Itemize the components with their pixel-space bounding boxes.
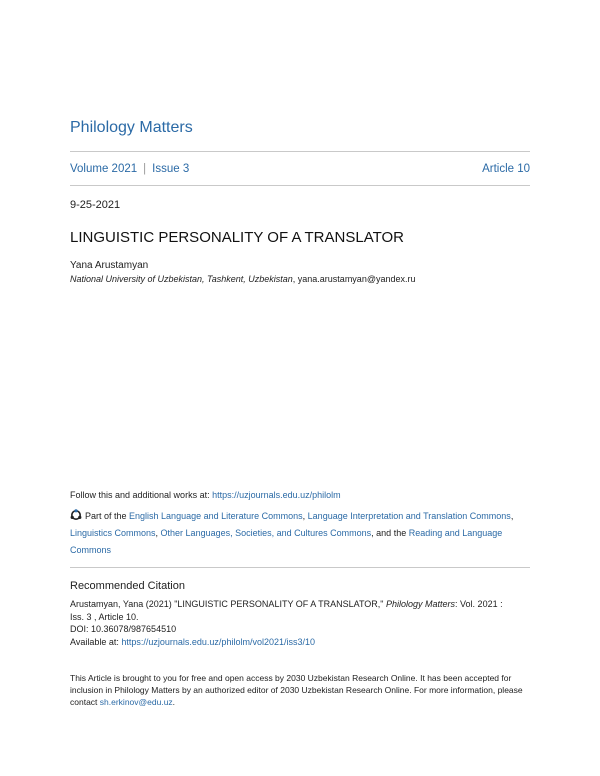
citation-line-2: Iss. 3 , Article 10.: [70, 611, 139, 622]
citation-line-1a: Arustamyan, Yana (2021) "LINGUISTIC PERSONALITY OF A TRANSLATOR,": [70, 599, 387, 609]
commons-link-interpretation[interactable]: Language Interpretation and Translation Commons: [307, 511, 511, 521]
publication-date: 9-25-2021: [70, 199, 121, 211]
citation-journal: Philology Matters: [386, 599, 456, 609]
citation-url-link[interactable]: https://uzjournals.edu.uz/philolm/vol2021/iss3/10: [121, 636, 315, 647]
commons-sep-4: , and the: [371, 528, 409, 538]
follow-line: [70, 490, 341, 500]
volume-issue-line: [70, 163, 189, 175]
author-affiliation: [70, 274, 415, 284]
affiliation-text: National University of Uzbekistan, Tashkent, Uzbekistan: [70, 274, 293, 284]
volume-link[interactable]: Volume 2021: [70, 163, 138, 175]
commons-link-reading[interactable]: Reading and Language Commons: [70, 528, 503, 555]
commons-link-linguistics[interactable]: Linguistics Commons: [70, 528, 156, 538]
article-number-link[interactable]: Article 10: [482, 163, 530, 175]
citation-available: [70, 636, 540, 649]
commons-sep-1: ,: [302, 511, 308, 521]
commons-network-icon: [70, 509, 82, 521]
journal-title[interactable]: Philology Matters: [70, 119, 193, 136]
recommended-citation-heading: Recommended Citation: [70, 580, 185, 592]
citation-doi: DOI: 10.36078/987654510: [70, 624, 177, 634]
follow-url-link[interactable]: https://uzjournals.edu.uz/philolm: [212, 490, 341, 500]
commons-sep-3: ,: [155, 528, 161, 538]
author-email: , yana.arustamyan@yandex.ru: [292, 274, 416, 284]
citation-available-prefix: Available at:: [70, 636, 122, 647]
author-name: Yana Arustamyan: [70, 260, 149, 271]
commons-link-english[interactable]: English Language and Literature Commons: [129, 511, 303, 521]
commons-paragraph: [70, 508, 530, 559]
contact-email-link[interactable]: sh.erkinov@edu.uz: [99, 697, 173, 707]
access-statement: [70, 672, 530, 708]
volume-issue-separator: |: [143, 163, 147, 175]
access-statement-end: .: [172, 697, 176, 707]
commons-prefix: Part of the: [85, 511, 130, 521]
follow-prefix: Follow this and additional works at:: [70, 490, 213, 500]
citation-line-1: [70, 598, 540, 611]
recommended-citation-text: [70, 598, 540, 648]
citation-line-1b: : Vol. 2021 :: [455, 599, 503, 609]
article-title: LINGUISTIC PERSONALITY OF A TRANSLATOR: [70, 229, 404, 246]
access-statement-text: This Article is brought to you for free and open access by 2030 Uzbekistan Research Online. It has been accepted for inclusion in Philology Matters by an authorized editor of 2030 Uzbekistan Research Online. For more information, please contact: [70, 673, 523, 707]
issue-link[interactable]: Issue 3: [152, 163, 190, 175]
commons-link-other-languages[interactable]: Other Languages, Societies, and Cultures Commons: [160, 528, 372, 538]
commons-sep-2: ,: [510, 511, 514, 521]
header-bottom-rule: [70, 185, 530, 186]
header-top-rule: [70, 151, 530, 152]
citation-rule: [70, 567, 530, 568]
